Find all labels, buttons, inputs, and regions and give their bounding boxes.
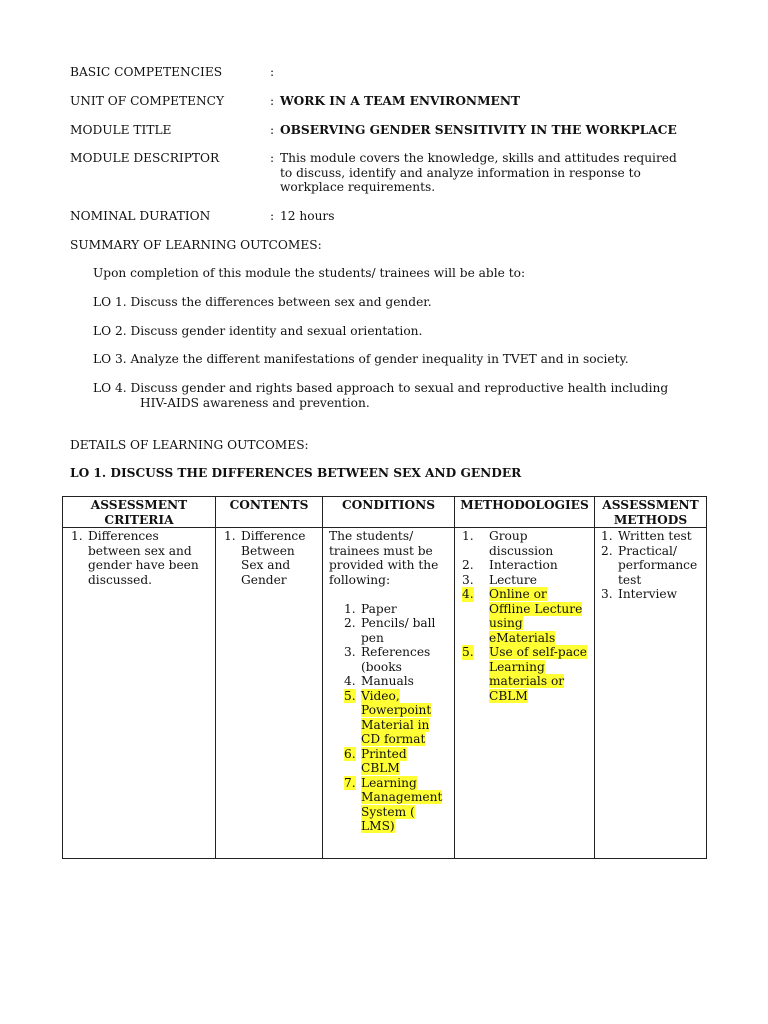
header-methodologies: METHODOLOGIES <box>455 497 595 528</box>
methodologies-list <box>462 529 589 703</box>
details-heading: DETAILS OF LEARNING OUTCOMES: <box>70 438 309 452</box>
learning-outcome-3: LO 3. Analyze the different manifestations of gender inequality in TVET and in society. <box>93 352 629 366</box>
list-item: 3. Interview <box>601 587 678 601</box>
nominal-duration-label: NOMINAL DURATION <box>70 209 211 223</box>
learning-outcome-1: LO 1. Discuss the differences between sex and gender. <box>93 295 432 309</box>
list-item: 6. Printed CBLM <box>344 746 407 775</box>
lo1-heading: LO 1. DISCUSS THE DIFFERENCES BETWEEN SEX AND GENDER <box>70 466 522 480</box>
colon: : <box>270 94 275 108</box>
conditions-intro: The students/ trainees must be provided with the following: <box>329 529 439 587</box>
assessment-methods-list <box>601 529 701 602</box>
criteria-list <box>71 529 210 587</box>
cell-conditions <box>323 528 455 859</box>
list-item: 1. Difference Between Sex and Gender <box>224 529 306 587</box>
nominal-duration-value: 12 hours <box>280 209 335 223</box>
cell-assessment-criteria <box>63 528 216 859</box>
list-item: 4. Online or Offline Lecture using eMaterials <box>462 587 583 645</box>
list-item: 5. Video, Powerpoint Material in CD format <box>344 688 432 746</box>
module-title-value: OBSERVING GENDER SENSITIVITY IN THE WORKPLACE <box>280 123 677 137</box>
cell-methodologies <box>455 528 595 859</box>
contents-list <box>224 529 317 587</box>
header-conditions: CONDITIONS <box>323 497 455 528</box>
learning-outcome-4-text: LO 4. Discuss gender and rights based approach to sexual and reproductive health including <box>93 381 669 395</box>
list-item: 2. Practical/ performance test <box>601 543 698 587</box>
list-item: 1. Paper <box>344 601 397 616</box>
learning-outcome-table <box>62 496 707 859</box>
list-item: 1. Differences between sex and gender have been discussed. <box>71 529 199 587</box>
list-item: 7. Learning Management System ( LMS) <box>344 775 443 833</box>
cell-contents <box>216 528 323 859</box>
header-contents: CONTENTS <box>216 497 323 528</box>
module-title-label: MODULE TITLE <box>70 123 172 137</box>
colon: : <box>270 209 275 223</box>
unit-of-competency-label: UNIT OF COMPETENCY <box>70 94 225 108</box>
list-item: 1. Written test <box>601 529 692 543</box>
list-item: 3. References (books <box>344 645 431 674</box>
learning-outcome-2: LO 2. Discuss gender identity and sexual orientation. <box>93 324 423 338</box>
basic-competencies-label: BASIC COMPETENCIES <box>70 65 223 79</box>
list-item: 3. Lecture <box>462 572 537 587</box>
cell-assessment-methods <box>595 528 707 859</box>
summary-intro: Upon completion of this module the students/ trainees will be able to: <box>93 266 526 280</box>
table-row <box>63 528 707 859</box>
module-descriptor-value: This module covers the knowledge, skills and attitudes required to discuss, identify and analyze information in response to workplace requirements. <box>280 151 677 194</box>
unit-of-competency-value: WORK IN A TEAM ENVIRONMENT <box>280 94 521 108</box>
list-item: 1. Group discussion <box>462 529 554 558</box>
colon: : <box>270 123 275 137</box>
learning-outcome-4-continuation: HIV-AIDS awareness and prevention. <box>140 395 370 410</box>
colon: : <box>270 65 275 79</box>
table-header-row <box>63 497 707 528</box>
header-assessment-criteria: ASSESSMENT CRITERIA <box>63 497 216 528</box>
learning-outcome-4 <box>93 381 703 410</box>
conditions-list <box>329 602 449 834</box>
summary-heading: SUMMARY OF LEARNING OUTCOMES: <box>70 238 322 252</box>
colon: : <box>270 151 275 165</box>
module-descriptor-label: MODULE DESCRIPTOR <box>70 151 220 165</box>
list-item: 2. Interaction <box>462 558 558 572</box>
header-assessment-methods: ASSESSMENT METHODS <box>595 497 707 528</box>
list-item: 2. Pencils/ ball pen <box>344 616 436 645</box>
list-item: 4. Manuals <box>344 674 414 688</box>
list-item: 5. Use of self-pace Learning materials or CBLM <box>462 645 587 703</box>
